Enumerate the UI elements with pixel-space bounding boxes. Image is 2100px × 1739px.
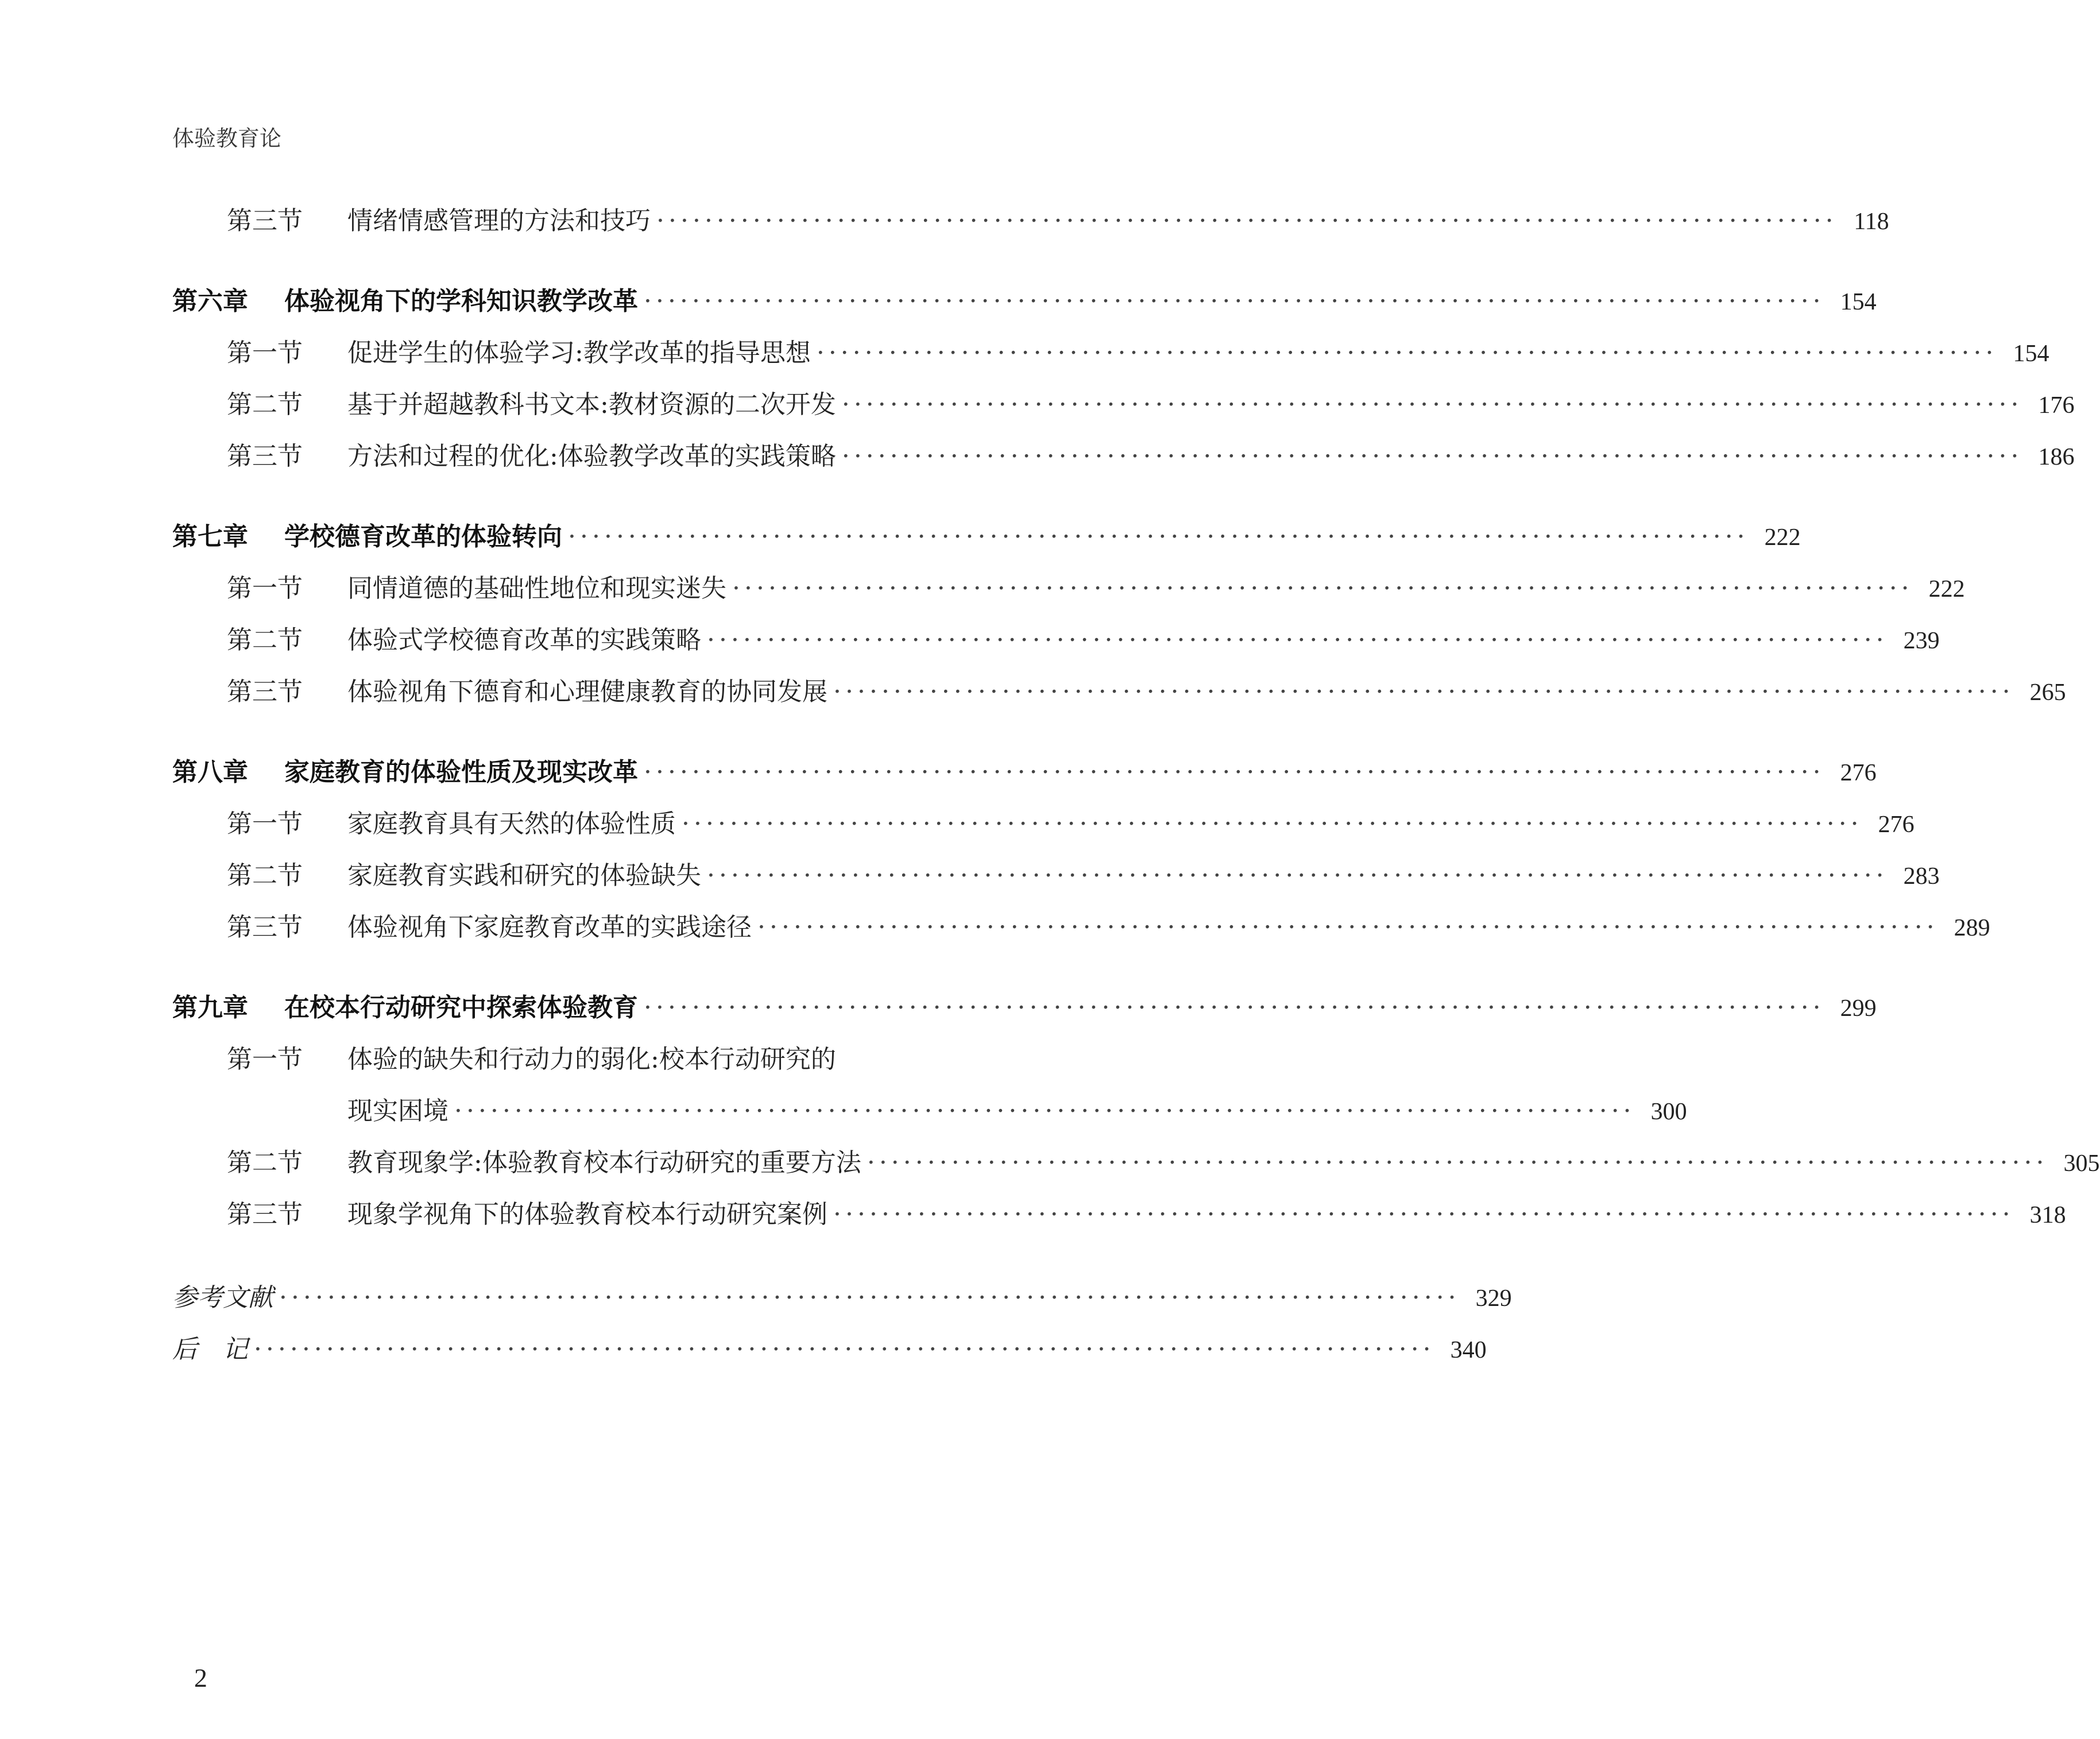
entry-page: 118 <box>1854 208 1889 235</box>
chapter-page: 299 <box>1840 995 1877 1022</box>
entry-number: 第二节 <box>227 1148 303 1177</box>
toc-entry <box>172 195 1889 247</box>
dot-leader: ·································································································· <box>732 574 1913 603</box>
table-of-contents <box>172 195 2100 1375</box>
entry-number: 第二节 <box>227 625 303 655</box>
chapter-page: 276 <box>1840 760 1877 786</box>
dot-leader: ·································································································· <box>644 758 1825 787</box>
references-page: 329 <box>1475 1285 1512 1312</box>
dot-leader: ·································································································· <box>833 1200 2014 1229</box>
entry-page: 300 <box>1650 1099 1687 1125</box>
chapter-number: 第八章 <box>172 758 248 787</box>
entry-number: 第一节 <box>227 1045 303 1074</box>
entry-title: 现象学视角下的体验教育校本行动研究案例 <box>347 1200 827 1229</box>
chapter-page: 222 <box>1764 524 1801 551</box>
toc-entry <box>172 563 1965 615</box>
entry-number: 第三节 <box>227 442 303 471</box>
toc-entry <box>172 1137 2100 1189</box>
toc-entry-continuation <box>172 1085 1687 1137</box>
chapter-number: 第七章 <box>172 522 248 551</box>
dot-leader: ·································································································· <box>279 1283 1460 1312</box>
entry-number: 第二节 <box>227 861 303 890</box>
toc-chapter <box>172 982 1877 1034</box>
toc-entry <box>172 327 2049 379</box>
entry-page: 222 <box>1928 576 1965 602</box>
entry-page: 305 <box>2063 1150 2100 1177</box>
entry-page: 276 <box>1878 811 1915 838</box>
chapter-number: 第六章 <box>172 287 248 316</box>
dot-leader: ·································································································· <box>707 861 1888 890</box>
entry-title: 体验式学校德育改革的实践策略 <box>347 625 701 655</box>
dot-leader: ·································································································· <box>656 206 1838 235</box>
entry-number: 第一节 <box>227 338 303 368</box>
toc-entry <box>172 902 1990 953</box>
dot-leader: ·································································································· <box>644 993 1825 1022</box>
entry-number: 第一节 <box>227 809 303 838</box>
entry-title: 促进学生的体验学习:教学改革的指导思想 <box>347 338 811 368</box>
references-title: 参考文献 <box>172 1283 273 1312</box>
toc-entry <box>172 798 1915 850</box>
entry-title: 情绪情感管理的方法和技巧 <box>347 206 651 235</box>
dot-leader: ·································································································· <box>254 1335 1435 1364</box>
entry-title: 体验视角下德育和心理健康教育的协同发展 <box>347 677 827 706</box>
entry-page: 265 <box>2029 679 2066 706</box>
entry-page: 283 <box>1903 863 1940 890</box>
afterword-title: 后 记 <box>172 1335 248 1364</box>
entry-title: 基于并超越教科书文本:教材资源的二次开发 <box>347 390 836 419</box>
entry-title: 体验视角下家庭教育改革的实践途径 <box>347 913 752 942</box>
chapter-number: 第九章 <box>172 993 248 1022</box>
entry-number: 第三节 <box>227 206 303 235</box>
dot-leader: ·································································································· <box>568 522 1749 551</box>
entry-title: 教育现象学:体验教育校本行动研究的重要方法 <box>347 1148 861 1177</box>
toc-entry <box>172 850 1940 902</box>
entry-number: 第三节 <box>227 1200 303 1229</box>
dot-leader: ·································································································· <box>867 1148 2048 1177</box>
entry-number: 第一节 <box>227 574 303 603</box>
entry-title: 同情道德的基础性地位和现实迷失 <box>347 574 726 603</box>
entry-page: 176 <box>2038 392 2075 419</box>
dot-leader: ·································································································· <box>833 677 2014 706</box>
page-number: 2 <box>194 1663 207 1692</box>
chapter-title: 体验视角下的学科知识教学改革 <box>284 287 638 316</box>
entry-page: 239 <box>1903 628 1940 654</box>
entry-title: 体验的缺失和行动力的弱化:校本行动研究的 <box>347 1045 836 1074</box>
dot-leader: ·································································································· <box>757 913 1939 942</box>
entry-title-continuation: 现实困境 <box>347 1096 448 1126</box>
toc-entry <box>172 431 2075 482</box>
chapter-title: 学校德育改革的体验转向 <box>284 522 562 551</box>
toc-entry <box>172 615 1940 666</box>
toc-chapter <box>172 511 1801 563</box>
running-head: 体验教育论 <box>172 126 282 151</box>
toc-entry <box>172 666 2066 718</box>
entry-page: 318 <box>2029 1202 2066 1228</box>
toc-entry <box>172 1189 2066 1241</box>
entry-title: 家庭教育具有天然的体验性质 <box>347 809 676 838</box>
dot-leader: ·································································································· <box>841 442 2023 471</box>
chapter-page: 154 <box>1840 289 1877 315</box>
chapter-title: 家庭教育的体验性质及现实改革 <box>284 758 638 787</box>
dot-leader: ·································································································· <box>644 287 1825 316</box>
dot-leader: ·································································································· <box>841 390 2023 419</box>
toc-references <box>172 1272 1512 1324</box>
entry-page: 154 <box>2013 341 2049 367</box>
entry-page: 186 <box>2038 444 2075 470</box>
entry-title: 方法和过程的优化:体验教学改革的实践策略 <box>347 442 836 471</box>
dot-leader: ·································································································· <box>707 625 1888 655</box>
dot-leader: ·································································································· <box>454 1096 1635 1126</box>
entry-number: 第三节 <box>227 913 303 942</box>
toc-entry <box>172 379 2075 431</box>
toc-chapter <box>172 276 1877 327</box>
toc-afterword <box>172 1324 1487 1375</box>
toc-entry <box>172 1034 1080 1085</box>
chapter-title: 在校本行动研究中探索体验教育 <box>284 993 638 1022</box>
dot-leader: ·································································································· <box>682 809 1863 838</box>
entry-page: 289 <box>1954 915 1990 941</box>
entry-title: 家庭教育实践和研究的体验缺失 <box>347 861 701 890</box>
dot-leader: ·································································································· <box>816 338 1998 368</box>
toc-chapter <box>172 747 1877 798</box>
entry-number: 第三节 <box>227 677 303 706</box>
entry-number: 第二节 <box>227 390 303 419</box>
afterword-page: 340 <box>1450 1337 1487 1363</box>
